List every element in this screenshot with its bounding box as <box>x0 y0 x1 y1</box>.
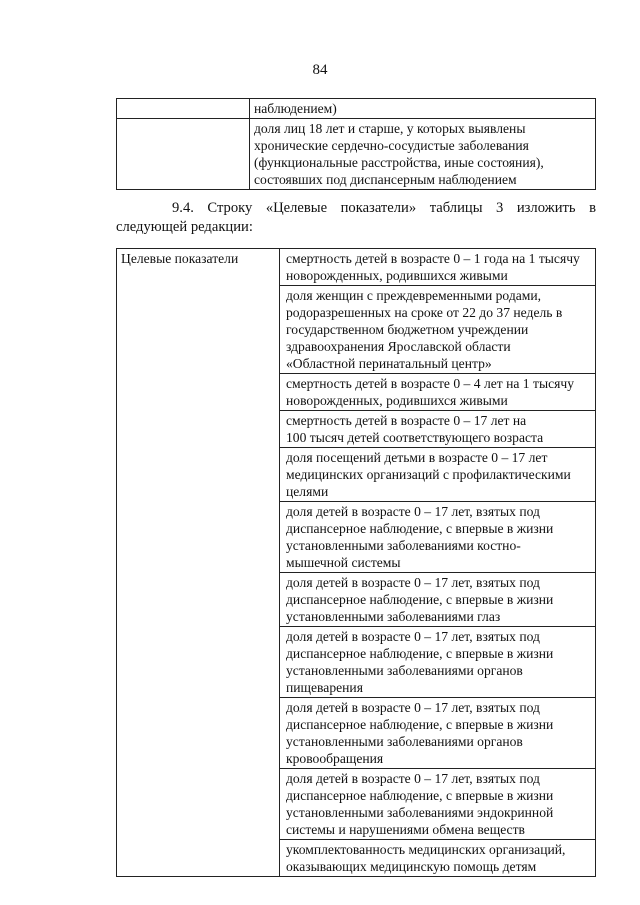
text-line: диспансерное наблюдение, с впервые в жизни <box>286 592 554 607</box>
text-line: доля детей в возрасте 0 – 17 лет, взятых под <box>286 504 540 519</box>
text-line: кровообращения <box>286 751 384 766</box>
indicator-cell <box>280 502 596 573</box>
text-line: установленными заболеваниями костно- <box>286 538 521 553</box>
table-row <box>117 99 596 119</box>
indicator-cell <box>280 840 596 877</box>
text-line: установленными заболеваниями органов <box>286 663 523 678</box>
text-line: здравоохранения Ярославской области <box>286 339 511 354</box>
text-line: (функциональные расстройства, иные состояния), <box>254 155 544 170</box>
text-line: доля женщин с преждевременными родами, <box>286 288 542 303</box>
text-line: новорожденных, родившихся живыми <box>286 268 508 283</box>
indicator-cell <box>280 769 596 840</box>
text-line: установленными заболеваниями органов <box>286 734 523 749</box>
table-row <box>117 249 596 286</box>
text-line: доля детей в возрасте 0 – 17 лет, взятых под <box>286 771 540 786</box>
table-row <box>117 119 596 190</box>
text-line: доля лиц 18 лет и старше, у которых выявлены <box>254 121 526 136</box>
text-line: диспансерное наблюдение, с впервые в жизни <box>286 646 554 661</box>
table-cell-left <box>117 99 250 119</box>
text-line: целями <box>286 484 329 499</box>
paragraph-text: 9.4. Строку «Целевые показатели» таблицы 3 изложить в следующей редакции: <box>116 200 596 235</box>
indicator-cell <box>280 249 596 286</box>
top-table <box>116 98 596 190</box>
text-line: «Областной перинатальный центр» <box>286 356 492 371</box>
text-line: доля посещений детьми в возрасте 0 – 17 лет <box>286 450 548 465</box>
table-cell: наблюдением) <box>250 99 596 119</box>
text-line: оказывающих медицинскую помощь детям <box>286 859 537 874</box>
text-line: доля детей в возрасте 0 – 17 лет, взятых под <box>286 700 540 715</box>
text-line: медицинских организаций с профилактическими <box>286 467 571 482</box>
text-line: состоявших под диспансерным наблюдением <box>254 172 517 187</box>
text-line: доля детей в возрасте 0 – 17 лет, взятых под <box>286 629 540 644</box>
main-table <box>116 248 596 877</box>
indicator-cell <box>280 573 596 627</box>
text-line: пищеварения <box>286 680 363 695</box>
text-line: 100 тысяч детей соответствующего возраста <box>286 430 544 445</box>
text-line: системы и нарушениями обмена веществ <box>286 822 525 837</box>
text-line: установленными заболеваниями глаз <box>286 609 501 624</box>
indicator-cell <box>280 698 596 769</box>
text-line: диспансерное наблюдение, с впервые в жизни <box>286 521 554 536</box>
indicator-cell <box>280 374 596 411</box>
table-cell-left <box>117 119 250 190</box>
text-line: мышечной системы <box>286 555 401 570</box>
table-cell <box>250 119 596 190</box>
text-line: государственном бюджетном учреждении <box>286 322 529 337</box>
text-line: новорожденных, родившихся живыми <box>286 393 508 408</box>
text-line: родоразрешенных на сроке от 22 до 37 недель в <box>286 305 563 320</box>
indicator-cell <box>280 448 596 502</box>
page-number: 84 <box>312 62 328 78</box>
text-line: смертность детей в возрасте 0 – 1 года на 1 тысячу <box>286 251 580 266</box>
text-line: смертность детей в возрасте 0 – 4 лет на 1 тысячу <box>286 376 574 391</box>
indicator-cell <box>280 411 596 448</box>
text-line: хронические сердечно-сосудистые заболевания <box>254 138 529 153</box>
indicator-cell <box>280 627 596 698</box>
text-line: смертность детей в возрасте 0 – 17 лет на <box>286 413 527 428</box>
amendment-paragraph <box>116 199 596 237</box>
text-line: диспансерное наблюдение, с впервые в жизни <box>286 788 554 803</box>
text-line: установленными заболеваниями эндокринной <box>286 805 554 820</box>
text-line: укомплектованность медицинских организаций, <box>286 842 566 857</box>
indicator-cell <box>280 286 596 374</box>
row-header-cell: Целевые показатели <box>117 249 280 877</box>
text-line: диспансерное наблюдение, с впервые в жизни <box>286 717 554 732</box>
text-line: доля детей в возрасте 0 – 17 лет, взятых под <box>286 575 540 590</box>
